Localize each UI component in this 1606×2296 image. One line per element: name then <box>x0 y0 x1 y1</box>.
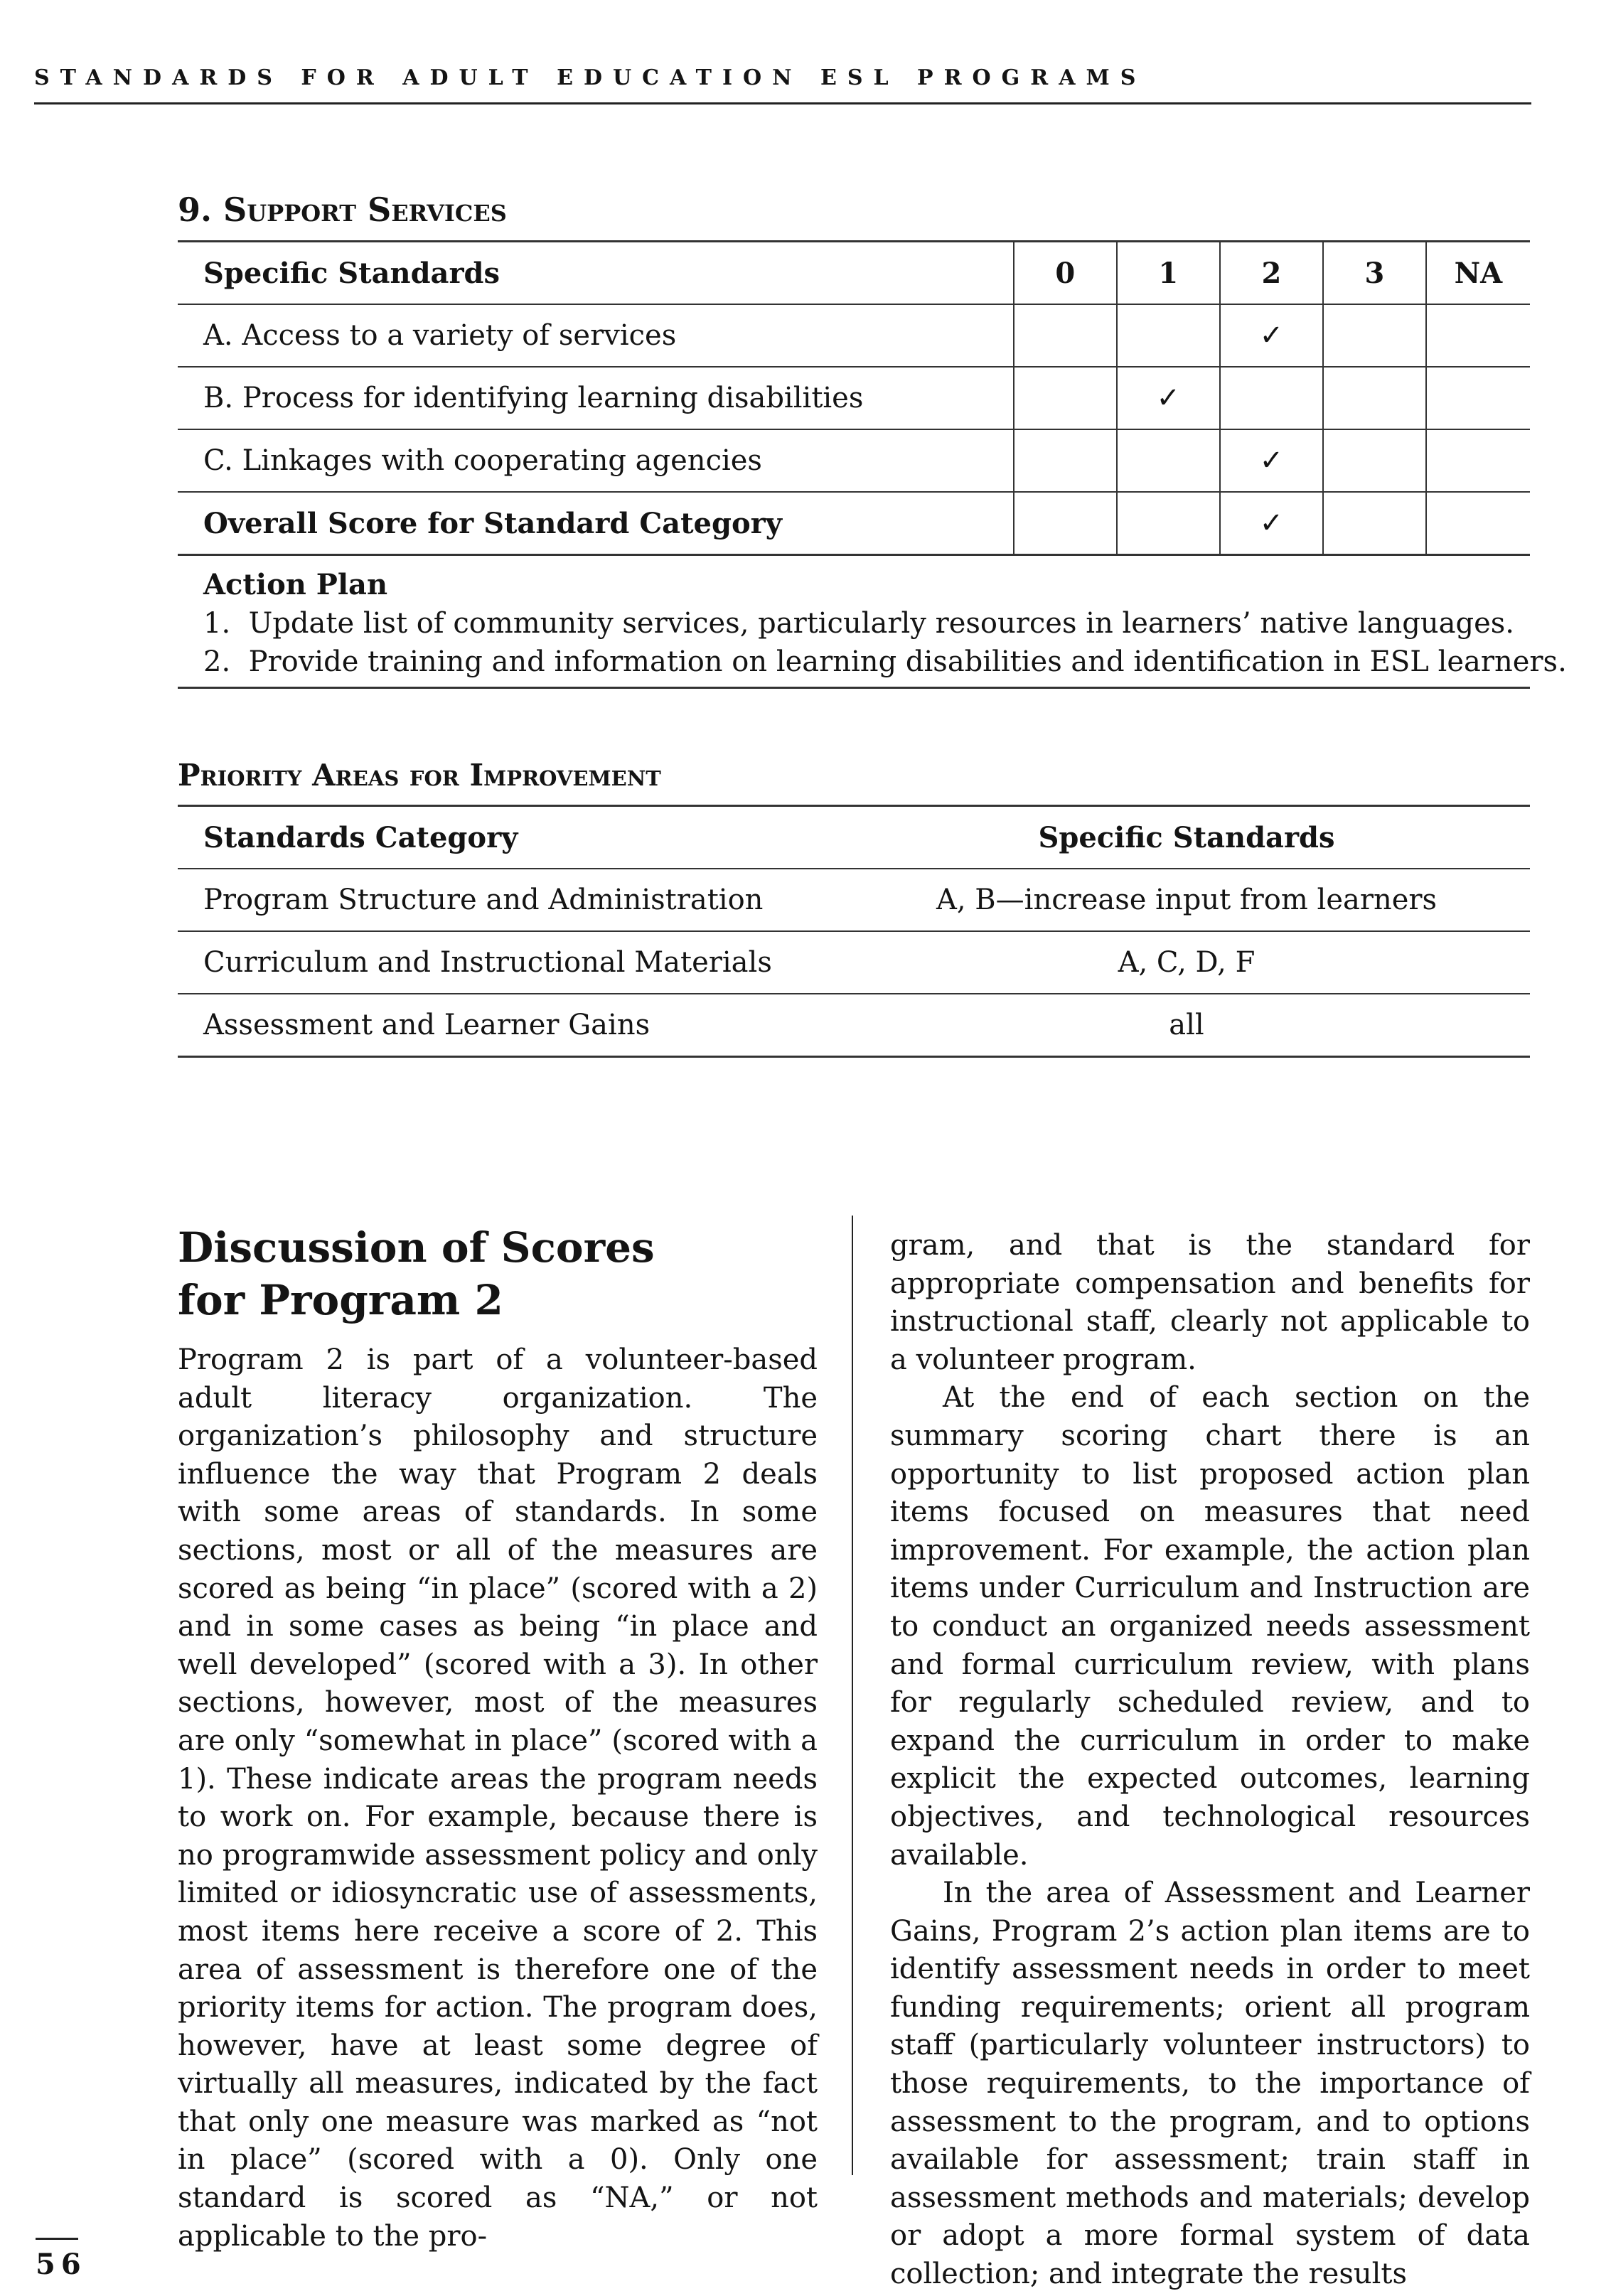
standard-row-a <box>178 304 1530 367</box>
score-cell <box>1426 304 1530 367</box>
discussion-left-column <box>178 1341 818 2255</box>
support-services-score-table <box>178 240 1530 556</box>
score-col-1-header: 1 <box>1117 242 1220 305</box>
score-cell <box>1014 304 1117 367</box>
specific-standards-header: Specific Standards <box>203 256 500 290</box>
priority-row <box>178 869 1530 931</box>
overall-score-row <box>178 492 1530 555</box>
body-paragraph: gram, and that is the standard for appropriate compensation and benefits for instructional staff, clearly not applicable to a volunteer program. <box>890 1229 1530 1376</box>
checkmark-icon: ✓ <box>1117 367 1220 429</box>
standard-label: C. Linkages with cooperating agencies <box>203 444 762 477</box>
checkmark-icon: ✓ <box>1220 304 1323 367</box>
score-cell <box>1426 429 1530 492</box>
score-cell <box>1014 367 1117 429</box>
standard-row-b <box>178 367 1530 429</box>
page-number: 56 <box>36 2248 87 2281</box>
score-cell <box>1323 304 1426 367</box>
priority-category: Curriculum and Instructional Materials <box>203 946 772 979</box>
score-cell <box>1117 429 1220 492</box>
specific-standards-header: Specific Standards <box>1038 820 1335 854</box>
action-plan-item: 1. Update list of community services, particularly resources in learners’ native languages. <box>203 607 1515 640</box>
checkmark-icon: ✓ <box>1220 429 1323 492</box>
score-cell <box>1426 367 1530 429</box>
score-col-0-header: 0 <box>1014 242 1117 305</box>
section-heading: 9. Support Services <box>178 191 507 229</box>
score-cell <box>1117 492 1220 555</box>
score-cell <box>1220 367 1323 429</box>
priority-category: Program Structure and Administration <box>203 884 764 916</box>
discussion-right-column <box>890 1227 1530 2294</box>
action-plan-title: Action Plan <box>203 568 388 601</box>
discussion-title-line: Discussion of Scores <box>178 1223 655 1272</box>
priority-row <box>178 994 1530 1057</box>
priority-category: Assessment and Learner Gains <box>203 1009 651 1041</box>
footer-rule <box>36 2238 78 2240</box>
score-cell <box>1426 492 1530 555</box>
score-cell <box>1117 304 1220 367</box>
body-paragraph: At the end of each section on the summary scoring chart there is an opportunity to list proposed action plan items focused on measures that need improvement. For example, the action plan items under Curriculum and Instruction are to conduct an organized needs assessment and formal curriculum review, with plans for regularly scheduled review, and to expand the curriculum in order to make explicit the expected outcomes, learning objectives, and technological resources available. <box>890 1381 1530 1872</box>
score-cell <box>1323 429 1426 492</box>
overall-score-label: Overall Score for Standard Category <box>203 506 782 540</box>
priority-areas-table <box>178 805 1530 1058</box>
discussion-title-line: for Program 2 <box>178 1276 503 1324</box>
action-plan <box>203 566 1567 681</box>
priority-standards: A, C, D, F <box>1118 946 1256 979</box>
score-col-na-header: NA <box>1426 242 1530 305</box>
score-cell <box>1014 492 1117 555</box>
discussion-title <box>178 1221 846 1326</box>
standard-row-c <box>178 429 1530 492</box>
checkmark-icon: ✓ <box>1220 492 1323 555</box>
priority-heading: Priority Areas for Improvement <box>178 758 661 793</box>
action-plan-item: 2. Provide training and information on learning disabilities and identification in ESL learners. <box>203 645 1567 678</box>
column-divider <box>852 1216 853 2175</box>
priority-standards: A, B—increase input from learners <box>936 884 1438 916</box>
header-rule <box>34 102 1531 104</box>
priority-header-row <box>178 806 1530 869</box>
score-cell <box>1323 367 1426 429</box>
standard-label: B. Process for identifying learning disabilities <box>203 382 864 414</box>
score-table-header-row <box>178 242 1530 305</box>
score-col-2-header: 2 <box>1220 242 1323 305</box>
score-col-3-header: 3 <box>1323 242 1426 305</box>
running-header: STANDARDS FOR ADULT EDUCATION ESL PROGRAMS <box>34 65 1147 90</box>
score-cell <box>1323 492 1426 555</box>
body-paragraph: Program 2 is part of a volunteer-based adult literacy organization. The organization’s philosophy and structure influence the way that Program 2 deals with some areas of standards. In some sections, most or all of the measures are scored as being “in place” (scored with a 2) and in some cases as being “in place and well developed” (scored with a 3). In other sections, however, most of the measures are only “somewhat in place” (scored with a 1). These indicate areas the program needs to work on. For example, because there is no programwide assessment policy and only limited or idiosyncratic use of assessments, most items here receive a score of 2. This area of assessment is therefore one of the priority items for action. The program does, however, have at least some degree of virtually all measures, indicated by the fact that only one measure was marked as “not in place” (scored with a 0). Only one standard is scored as “NA,” or not applicable to the pro- <box>178 1343 818 2253</box>
standard-label: A. Access to a variety of services <box>203 319 677 352</box>
score-cell <box>1014 429 1117 492</box>
priority-standards: all <box>1169 1009 1204 1041</box>
body-paragraph: In the area of Assessment and Learner Gains, Program 2’s action plan items are to identify assessment needs in order to meet funding requirements; orient all program staff (particularly volunteer instructors) to those requirements, to the importance of assessment to the program, and to options available for assessment; train staff in assessment methods and materials; develop or adopt a more formal system of data collection; and integrate the results <box>890 1877 1530 2291</box>
standards-category-header: Standards Category <box>203 820 518 854</box>
priority-row <box>178 931 1530 994</box>
action-plan-rule <box>178 687 1530 689</box>
